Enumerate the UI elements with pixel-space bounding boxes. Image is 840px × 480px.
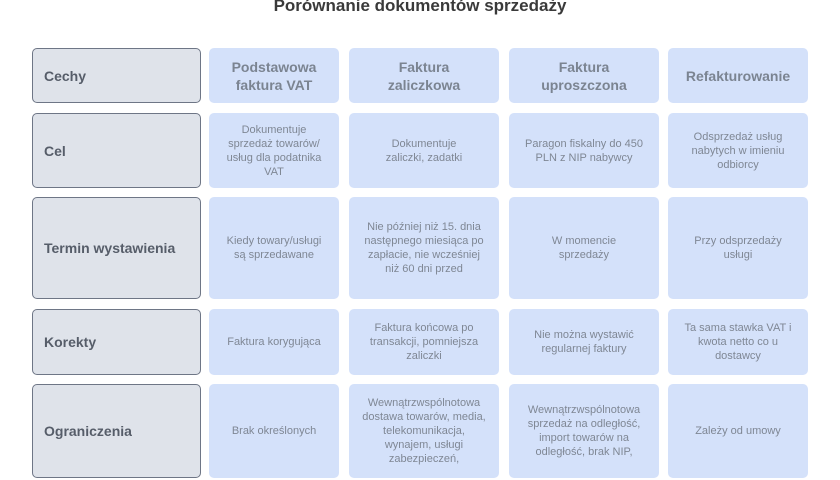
table-cell: Brak określonych bbox=[209, 384, 339, 478]
column-header-advance-invoice bbox=[349, 48, 499, 103]
table-cell: Dokumentuje zaliczki, zadatki bbox=[349, 113, 499, 188]
table-cell: Paragon fiskalny do 450 PLN z NIP nabywcy bbox=[509, 113, 659, 188]
column-header-label: Podstawowa faktura VAT bbox=[231, 58, 317, 93]
table-cell: Odsprzedaż usług nabytych w imieniu odbiorcy bbox=[668, 113, 808, 188]
table-cell: Nie można wystawić regularnej faktury bbox=[509, 309, 659, 375]
column-header-label: Faktura zaliczkowa bbox=[387, 58, 461, 93]
row-header-label: Cel bbox=[44, 142, 66, 159]
row-header-corrections bbox=[32, 309, 201, 375]
row-header-purpose bbox=[32, 113, 201, 188]
table-cell: Przy odsprzedaży usługi bbox=[668, 197, 808, 299]
table-cell: Wewnątrzwspólnotowa sprzedaż na odległość, import towarów na odległość, brak NIP, bbox=[509, 384, 659, 478]
row-header-label: Cechy bbox=[44, 67, 87, 84]
row-header-features bbox=[32, 48, 201, 103]
table-cell: Faktura korygująca bbox=[209, 309, 339, 375]
table-cell: Faktura końcowa po transakcji, pomniejsza zaliczki bbox=[349, 309, 499, 375]
table-cell: Kiedy towary/usługi są sprzedawane bbox=[209, 197, 339, 299]
column-header-simplified-invoice bbox=[509, 48, 659, 103]
table-cell: W momencie sprzedaży bbox=[509, 197, 659, 299]
table-cell: Wewnątrzwspólnotowa dostawa towarów, media, telekomunikacja, wynajem, usługi zabezpieczeń, bbox=[349, 384, 499, 478]
table-cell: Dokumentuje sprzedaż towarów/ usług dla podatnika VAT bbox=[209, 113, 339, 188]
page-title: Porównanie dokumentów sprzedaży bbox=[273, 0, 567, 15]
row-header-issue-date bbox=[32, 197, 201, 299]
column-header-reinvoicing bbox=[668, 48, 808, 103]
column-header-label: Refakturowanie bbox=[685, 67, 791, 84]
table-cell: Nie później niż 15. dnia następnego miesiąca po zapłacie, nie wcześniej niż 60 dni przed bbox=[349, 197, 499, 299]
table-cell: Zależy od umowy bbox=[668, 384, 808, 478]
column-header-basic-invoice bbox=[209, 48, 339, 103]
table-cell: Ta sama stawka VAT i kwota netto co u dostawcy bbox=[668, 309, 808, 375]
row-header-label: Korekty bbox=[44, 334, 97, 350]
row-header-label: Ograniczenia bbox=[44, 423, 132, 439]
row-header-label: Termin wystawienia bbox=[44, 240, 176, 256]
column-header-label: Faktura uproszczona bbox=[541, 58, 627, 93]
row-header-limitations bbox=[32, 384, 201, 478]
